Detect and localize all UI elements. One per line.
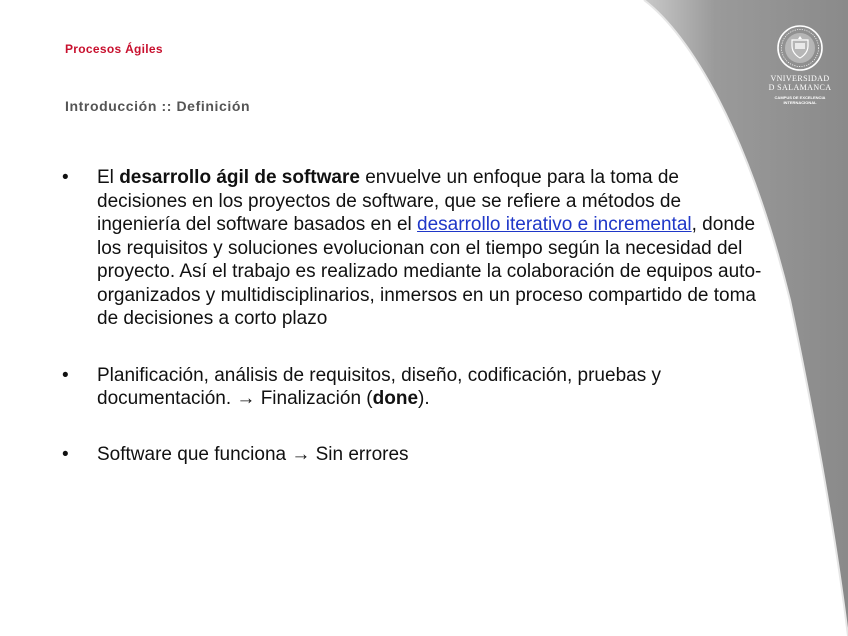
logo-subtitle-line1: CAMPUS DE EXCELENCIA	[774, 95, 826, 100]
list-item: • Planificación, análisis de requisitos, diseño, codificación, pruebas y documentación. → Finalización (done).	[62, 364, 661, 409]
iterative-development-link[interactable]: desarrollo iterativo e incremental	[417, 214, 692, 235]
deck-title: Procesos Ágiles	[65, 42, 163, 56]
bullet-icon: •	[62, 443, 69, 465]
logo-text-line2: D SALAMANCA	[768, 83, 832, 92]
emphasis-text: done	[372, 388, 419, 409]
logo-subtitle-line2: INTERNACIONAL	[783, 100, 817, 105]
list-item: • El desarrollo ágil de software envuelve un enfoque para la toma de decisiones en los proyectos de software, que se refiere a métodos de ingeniería del software basados en el desarrollo iterativo e incremental, donde los requisitos y soluciones evolucionan con el tiempo según la necesidad del proyecto. Así el trabajo es realizado mediante la colaboración de equipos auto-organizados y multidisciplinarios, inmersos en un proceso compartido de toma de decisiones a corto plazo	[62, 167, 762, 329]
bullet-icon: •	[62, 364, 69, 386]
logo-text-line1: VNIVERSIDAD	[770, 74, 830, 83]
bullet-list	[60, 166, 765, 466]
university-seal-icon	[776, 24, 824, 72]
section-title: Introducción :: Definición	[65, 98, 251, 114]
list-item: • Software que funciona → Sin errores	[62, 443, 409, 465]
bullet-icon: •	[62, 167, 69, 188]
emphasis-text: desarrollo ágil de software	[119, 167, 360, 188]
university-logo	[760, 24, 840, 105]
